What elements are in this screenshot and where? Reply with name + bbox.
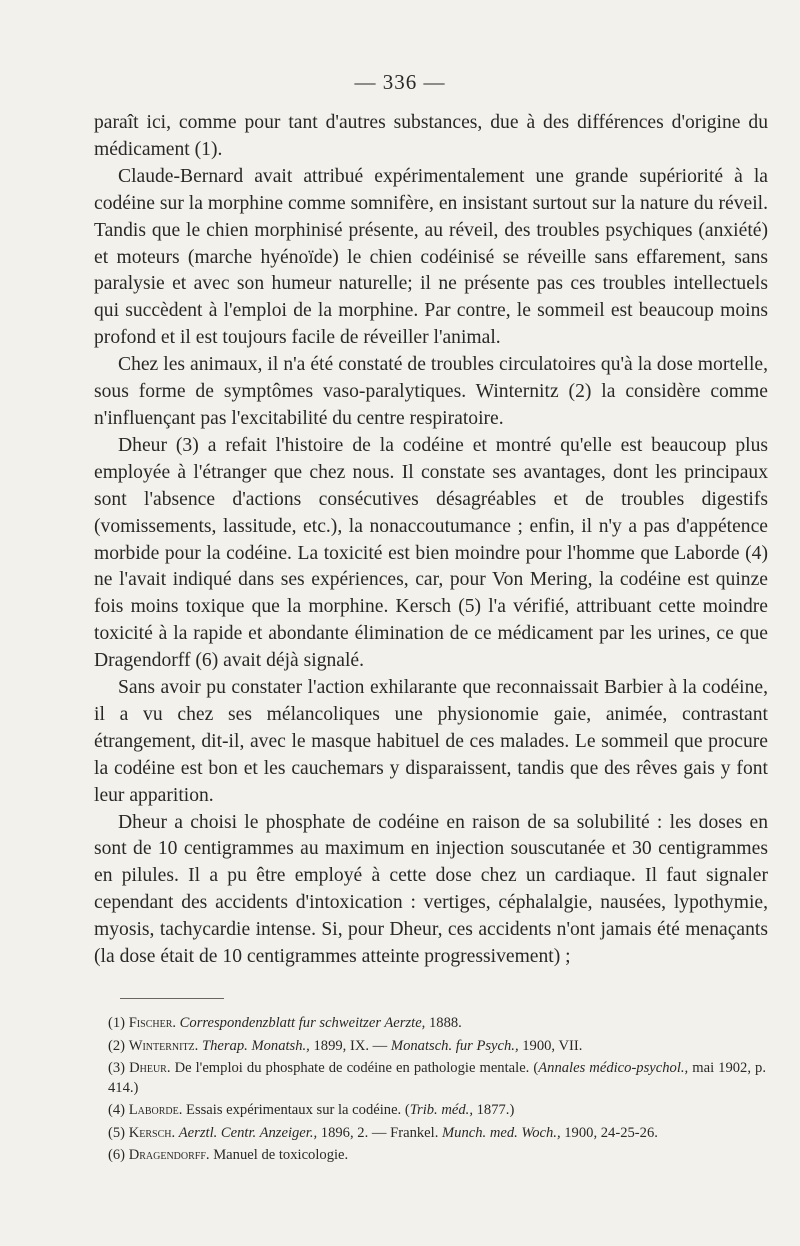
footnote-text: Essais expérimentaux sur la codéine. (	[182, 1102, 410, 1118]
footnote	[108, 1014, 766, 1034]
footnote-text: 1900, VII.	[518, 1037, 583, 1054]
footnotes	[108, 1014, 766, 1169]
footnote-number: (2)	[108, 1037, 126, 1054]
paragraph: Dheur (3) a refait l'histoire de la codéine et montré qu'elle est beaucoup plus employée à l'étranger que chez nous. Il constate ses avantages, dont les principaux sont l'absence d'actions consécutives désagréables et de troubles digestifs (vomissements, lassitude, etc.), la nonaccoutumance ; enfin, il n'y a pas d'appétence morbide pour la codéine. La toxicité est bien moindre pour l'homme que Laborde (4) ne l'avait indiqué dans ses expériences, car, pour Von Mering, la codéine est quinze fois moins toxique que la morphine. Kersch (5) l'a vérifié, attribuant cette moindre toxicité à la rapide et abondante élimination de ce médicament par les urines, ce que Dragendorff (6) avait déjà signalé.	[94, 434, 768, 672]
paragraph: Sans avoir pu constater l'action exhilarante que reconnaissait Barbier à la codéine, il a vu chez ses mélancoliques une physionomie gaie, animée, contrastant étrangement, dit-il, avec le masque habituel de ces malades. Le sommeil que procure la codéine est bon et les cauchemars y disparaissent, tandis que des rêves gais y font leur apparition.	[94, 677, 768, 806]
footnote-title: Annales médico-psychol.,	[538, 1060, 689, 1076]
footnote-number: (6)	[108, 1147, 126, 1163]
footnote-author: Laborde.	[128, 1102, 183, 1118]
footnote-title: Trib. méd.,	[409, 1102, 473, 1118]
footnote-text: mai 1902, p. 414.)	[108, 1060, 766, 1096]
footnote-title: Munch. med. Woch.,	[438, 1124, 561, 1141]
footnote-number: (4)	[108, 1102, 126, 1118]
footnote-author: Winternitz.	[128, 1037, 199, 1054]
paragraph: Chez les animaux, il n'a été constaté de troubles circulatoires qu'à la dose mortelle, sous forme de symptômes vaso-paralytiques. Winternitz (2) la considère comme n'influençant pas l'excitabilité du centre respiratoire.	[94, 354, 768, 429]
paragraph: Claude-Bernard avait attribué expérimentalement une grande supériorité à la codéine sur la morphine comme somnifère, en insistant surtout sur la nature du réveil. Tandis que le chien morphinisé présente, au réveil, des troubles psychiques (anxiété) et moteurs (marche hyénoïde) le chien codéinisé se réveille sans effarement, sans paralysie et avec son humeur naturelle; il ne présente pas ces troubles intellectuels qui succèdent à l'emploi de la morphine. Par contre, le sommeil est beaucoup moins profond et il est toujours facile de réveiller l'animal.	[94, 165, 768, 349]
footnote-number: (5)	[108, 1124, 126, 1141]
paragraph: Dheur a choisi le phosphate de codéine en raison de sa solubilité : les doses en sont de 10 centigrammes au maximum en injection souscutanée et 30 centigrammes en pilules. Il a pu être employé à cette dose chez un cardiaque. Il faut signaler cependant des accidents d'intoxication : vertiges, céphalalgie, nausées, lypothymie, myosis, tachycardie intense. Si, pour Dheur, ces accidents n'ont jamais été menaçants (la dose était de 10 centigrammes atteinte progressivement) ;	[94, 811, 768, 968]
footnote-number: (1)	[108, 1015, 126, 1031]
footnote-text: 1877.)	[472, 1102, 515, 1118]
footnote-text: 1888.	[425, 1015, 462, 1031]
paragraph: paraît ici, comme pour tant d'autres substances, due à des différences d'origine du médicament (1).	[94, 112, 768, 160]
footnote-title: Correspondenzblatt fur schweitzer Aerzte,	[179, 1015, 426, 1031]
footnote-title: Therap. Monatsh.,	[201, 1037, 310, 1054]
body-text	[94, 110, 768, 971]
footnote-text: 1896, 2. — Frankel.	[317, 1124, 439, 1141]
footnote	[108, 1146, 766, 1166]
footnote-title: Monatsch. fur Psych.,	[387, 1037, 519, 1054]
footnote-author: Dragendorff.	[128, 1147, 210, 1163]
footnote	[108, 1037, 766, 1057]
page-number: — 336 —	[354, 70, 446, 94]
footnote-author: Fischer.	[128, 1015, 177, 1031]
footnote-text: 1899, IX. —	[309, 1037, 388, 1054]
footnote	[108, 1059, 766, 1098]
footnote	[108, 1101, 766, 1121]
footnote-separator	[120, 998, 224, 999]
footnote-author: Kersch.	[128, 1124, 176, 1141]
footnote-author: Dheur.	[129, 1060, 171, 1076]
footnote-title: Aerztl. Centr. Anzeiger.,	[178, 1124, 318, 1141]
footnote-number: (3)	[108, 1060, 126, 1076]
footnote-text: Manuel de toxicologie.	[209, 1147, 349, 1163]
footnote-text: De l'emploi du phosphate de codéine en pathologie mentale. (	[170, 1060, 539, 1076]
footnote	[108, 1124, 766, 1144]
footnote-text: 1900, 24-25-26.	[560, 1124, 658, 1141]
